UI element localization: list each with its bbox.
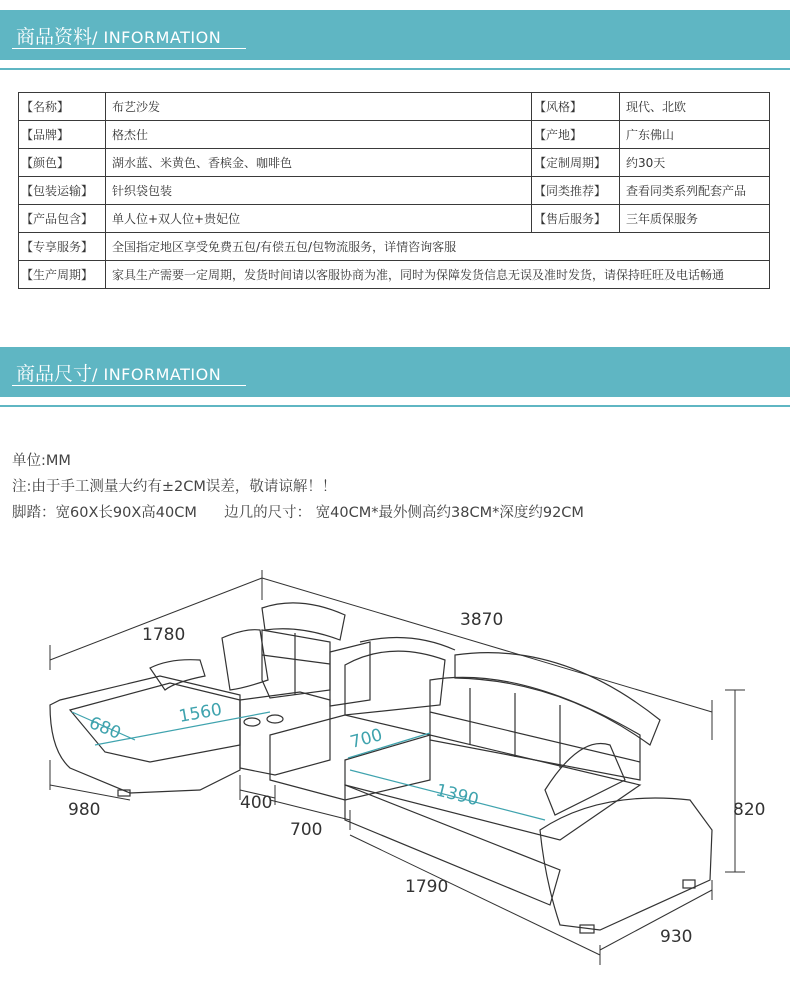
sofa-foot: [683, 880, 695, 888]
dim-line-1780: [50, 578, 262, 660]
dim-line-930: [600, 890, 712, 950]
value-cell: 针织袋包装: [106, 177, 532, 205]
value-cell: 广东佛山: [620, 121, 770, 149]
sofa-dimension-drawing: [0, 560, 790, 1006]
dim-label-teal: 700: [348, 725, 385, 753]
label-cell: 【定制周期】: [532, 149, 620, 177]
dim-label: 3870: [460, 610, 504, 630]
chaise-pillow: [222, 630, 268, 690]
value-cell: 约30天: [620, 149, 770, 177]
table-row: [19, 177, 770, 205]
label-cell: 【专享服务】: [19, 233, 106, 261]
chaise-arm: [150, 660, 205, 690]
error-note: 注:由于手工测量大约有±2CM误差，敬请谅解！！: [12, 479, 337, 495]
info-section-banner: [0, 10, 790, 60]
dim-label: 930: [660, 927, 693, 947]
value-cell: 布艺沙发: [106, 93, 532, 121]
dim-label: 400: [240, 793, 273, 813]
table-row: [19, 121, 770, 149]
dim-label: 820: [733, 800, 766, 820]
banner-divider: [0, 68, 790, 70]
label-cell: 【产地】: [532, 121, 620, 149]
table-row: [19, 93, 770, 121]
main-headrest: [360, 638, 455, 651]
banner-divider: [0, 405, 790, 407]
dim-label-teal: 1560: [177, 699, 224, 727]
table-row: [19, 149, 770, 177]
label-cell: 【颜色】: [19, 149, 106, 177]
label-cell: 【风格】: [532, 93, 620, 121]
product-info-table: [18, 92, 770, 289]
banner-underline: [12, 48, 246, 49]
main-back: [430, 677, 640, 780]
dim-label-teal: 680: [86, 713, 124, 744]
value-cell: 湖水蓝、米黄色、香槟金、咖啡色: [106, 149, 532, 177]
accessory-sizes: [12, 500, 584, 526]
dim-label-teal: 1390: [433, 780, 481, 811]
banner-underline: [12, 385, 246, 386]
main-seat: [345, 735, 640, 840]
console: [330, 642, 370, 706]
label-cell: 【名称】: [19, 93, 106, 121]
dim-label: 700: [290, 820, 323, 840]
value-cell: 现代、北欧: [620, 93, 770, 121]
corner-back: [262, 630, 330, 698]
label-cell: 【售后服务】: [532, 205, 620, 233]
side-table-size: 边几的尺寸： 宽40CM*最外侧高约38CM*深度约92CM: [224, 505, 584, 521]
label-cell: 【品牌】: [19, 121, 106, 149]
dim-label: 1790: [405, 877, 449, 897]
label-cell: 【产品包含】: [19, 205, 106, 233]
table-row: [19, 233, 770, 261]
side-table: [240, 692, 330, 775]
label-cell: 【包装运输】: [19, 177, 106, 205]
value-cell: 单人位+双人位+贵妃位: [106, 205, 532, 233]
table-row: [19, 261, 770, 289]
info-section-title: 商品资料/ INFORMATION: [16, 26, 222, 48]
size-section-title: 商品尺寸/ INFORMATION: [16, 363, 222, 385]
value-cell: 格杰仕: [106, 121, 532, 149]
value-cell: 查看同类系列配套产品: [620, 177, 770, 205]
footstool-size: 脚踏：宽60X长90X高40CM: [12, 505, 197, 521]
dim-label: 980: [68, 800, 101, 820]
dim-label: 1780: [142, 625, 186, 645]
size-section-banner: [0, 347, 790, 397]
label-cell: 【同类推荐】: [532, 177, 620, 205]
dim-line-700: [270, 800, 350, 820]
size-notes: [12, 448, 584, 526]
unit-note: 单位:MM: [12, 453, 71, 469]
right-arm: [540, 798, 712, 930]
value-cell: 全国指定地区享受免费五包/有偿五包/包物流服务，详情咨询客服: [106, 233, 770, 261]
headrest-left: [262, 603, 345, 640]
value-cell: 三年质保服务: [620, 205, 770, 233]
label-cell: 【生产周期】: [19, 261, 106, 289]
value-cell: 家具生产需要一定周期，发货时间请以客服协商为准，同时为保障发货信息无误及准时发货，请保持旺旺及电话畅通: [106, 261, 770, 289]
dim-line-1790: [350, 835, 600, 955]
table-row: [19, 205, 770, 233]
